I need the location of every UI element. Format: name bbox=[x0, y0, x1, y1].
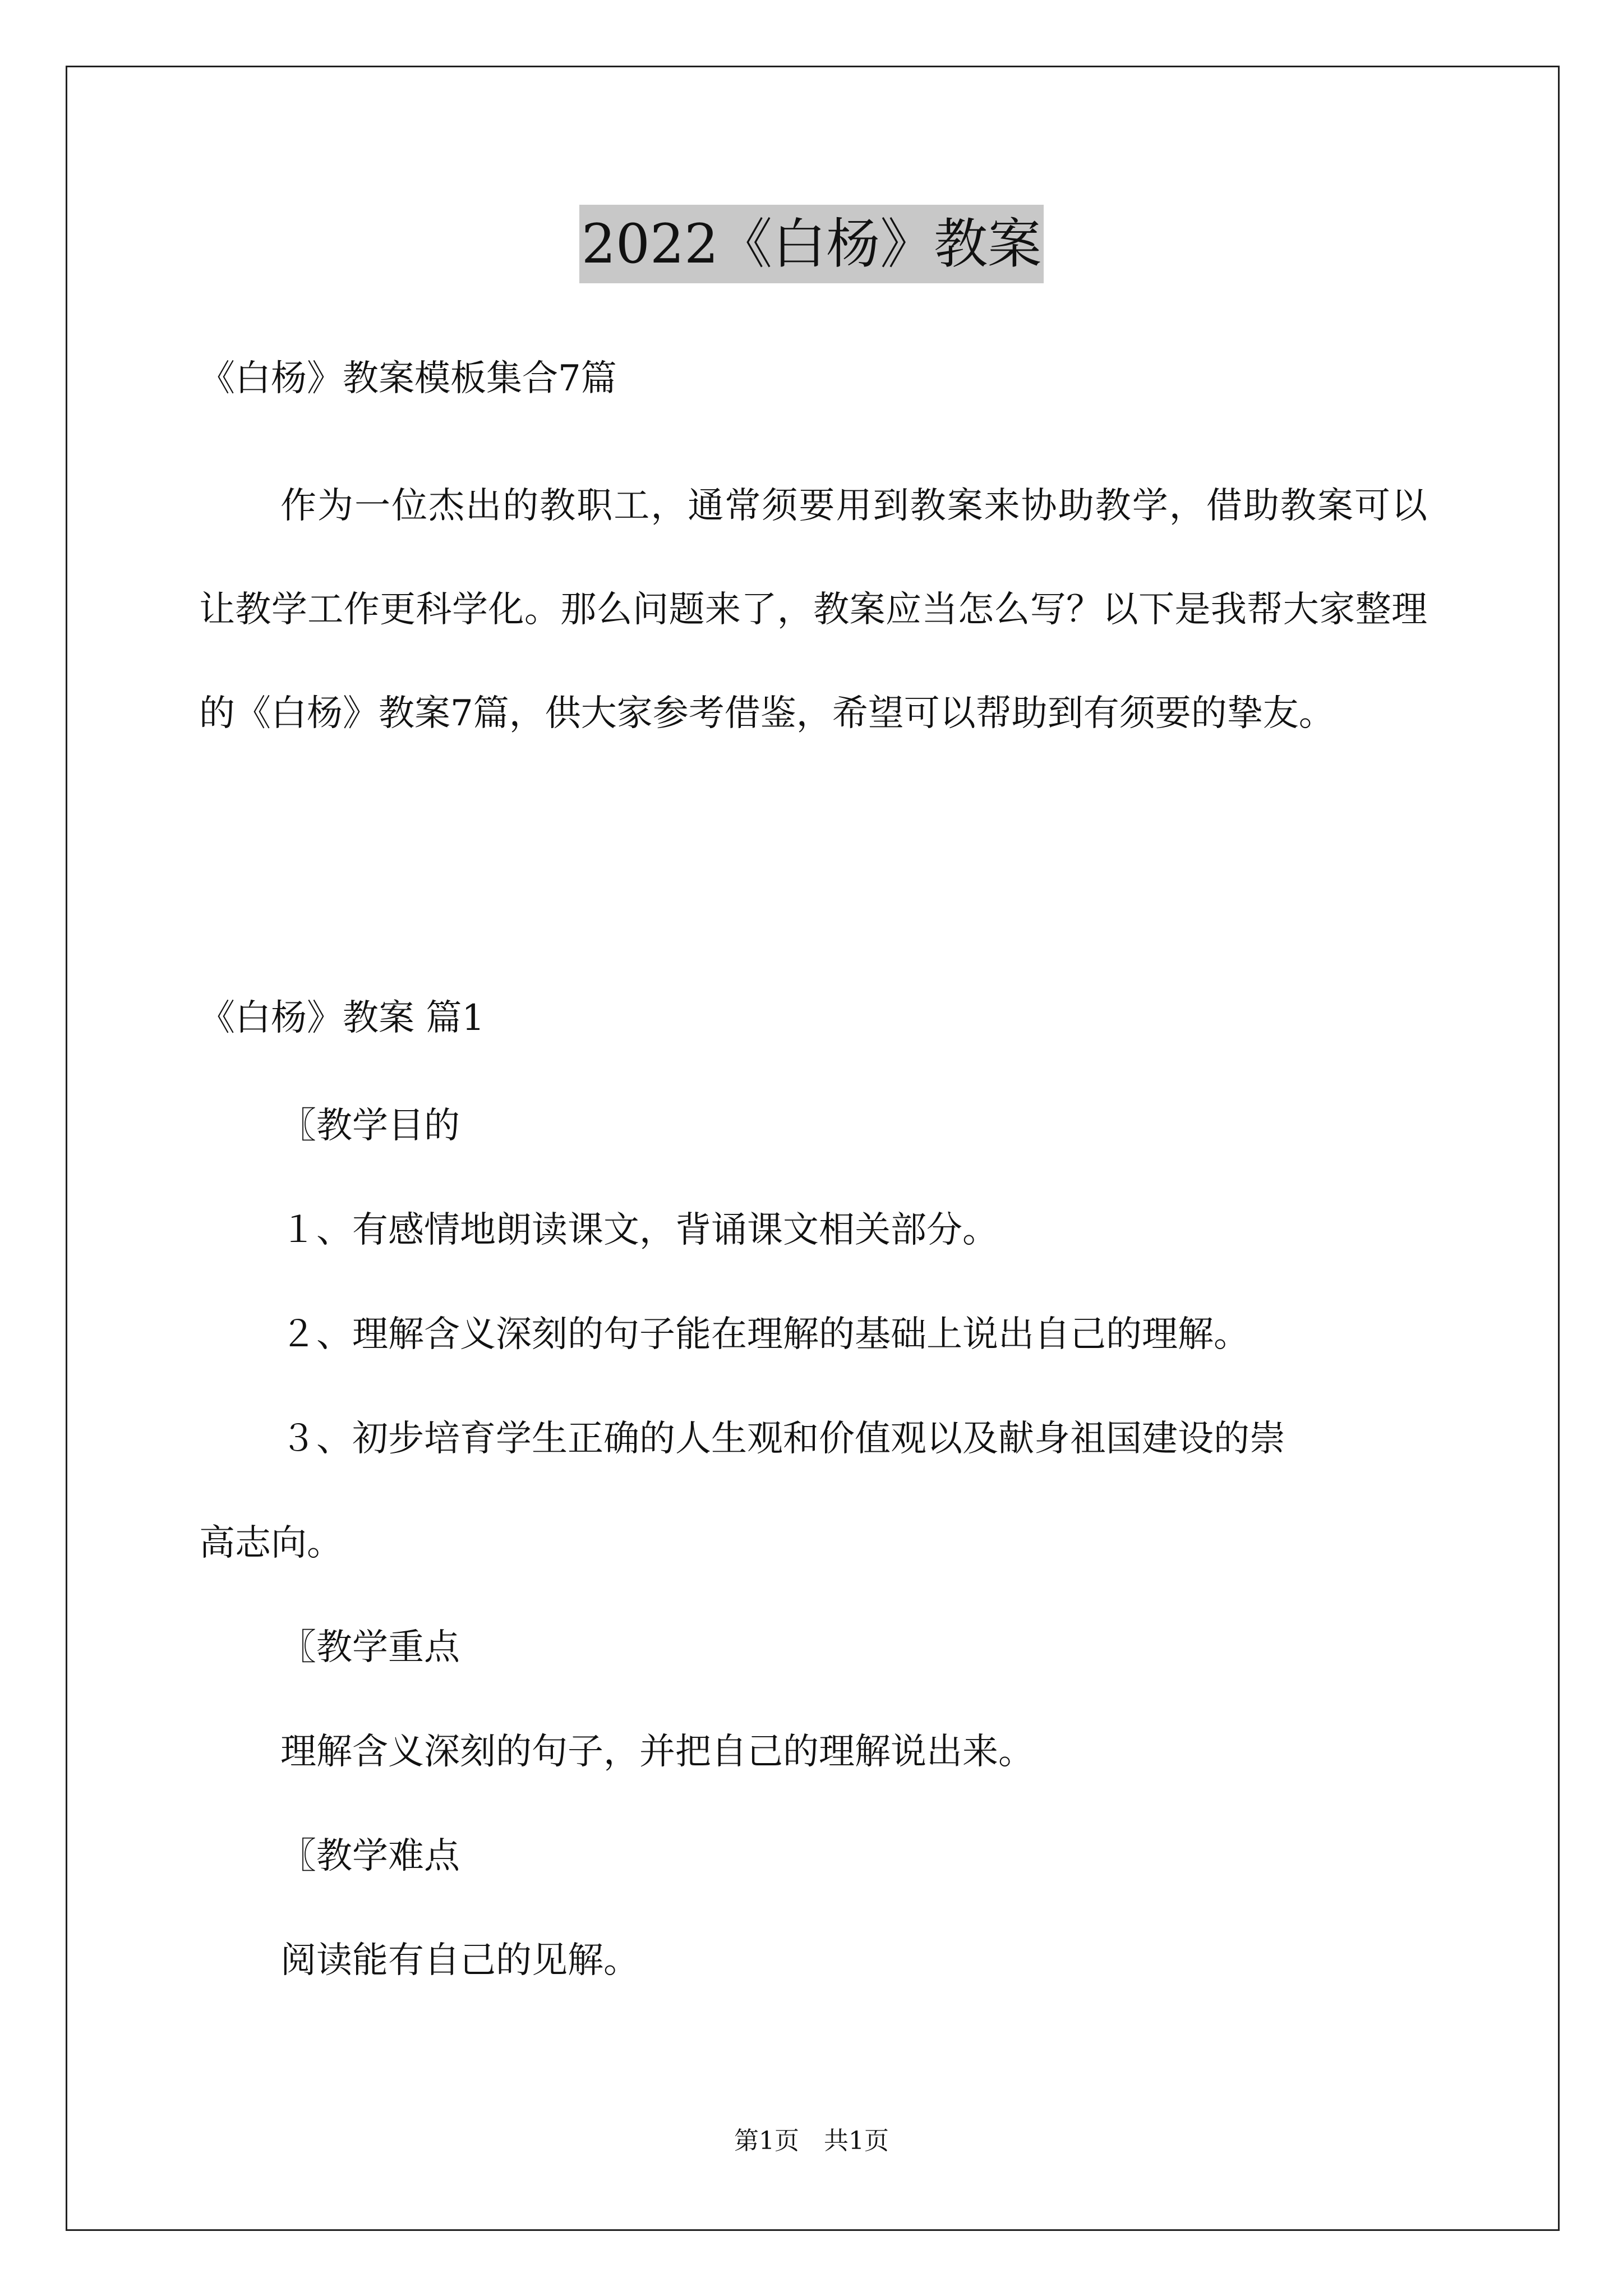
difficulty-text: 阅读能有自己的见解。 bbox=[280, 1940, 639, 1981]
difficulty-heading: 〖教学难点 bbox=[280, 1835, 460, 1877]
intro-paragraph: 作为一位杰出的教职工，通常须要用到教案来协助教学，借助教案可以让教学工作更科学化。那么问题来了，教案应当怎么写？以下是我帮大家整理的《白杨》教案7篇，供大家参考借鉴，希望可以帮助到有须要的挚友。 bbox=[199, 485, 1427, 734]
goal-item-1: １、有感情地朗读课文，背诵课文相关部分。 bbox=[280, 1209, 998, 1251]
key-points-text: 理解含义深刻的句子，并把自己的理解说出来。 bbox=[280, 1731, 1034, 1773]
document-subtitle: 《白杨》教案模板集合7篇 bbox=[199, 358, 617, 399]
goal-item-2: ２、理解含义深刻的句子能在理解的基础上说出自己的理解。 bbox=[280, 1314, 1249, 1355]
goal-item-3-line1: ３、初步培育学生正确的人生观和价值观以及献身祖国建设的崇 bbox=[280, 1418, 1285, 1460]
key-points-heading: 〖教学重点 bbox=[280, 1627, 460, 1668]
page-footer: 第1页 共1页 bbox=[734, 2127, 889, 2155]
document-title: 2022《白杨》教案 bbox=[579, 205, 1044, 283]
title-container bbox=[0, 205, 1623, 283]
goal-item-3-line2: 高志向。 bbox=[199, 1522, 343, 1564]
goals-heading: 〖教学目的 bbox=[280, 1105, 460, 1147]
section-heading: 《白杨》教案 篇1 bbox=[199, 997, 485, 1039]
